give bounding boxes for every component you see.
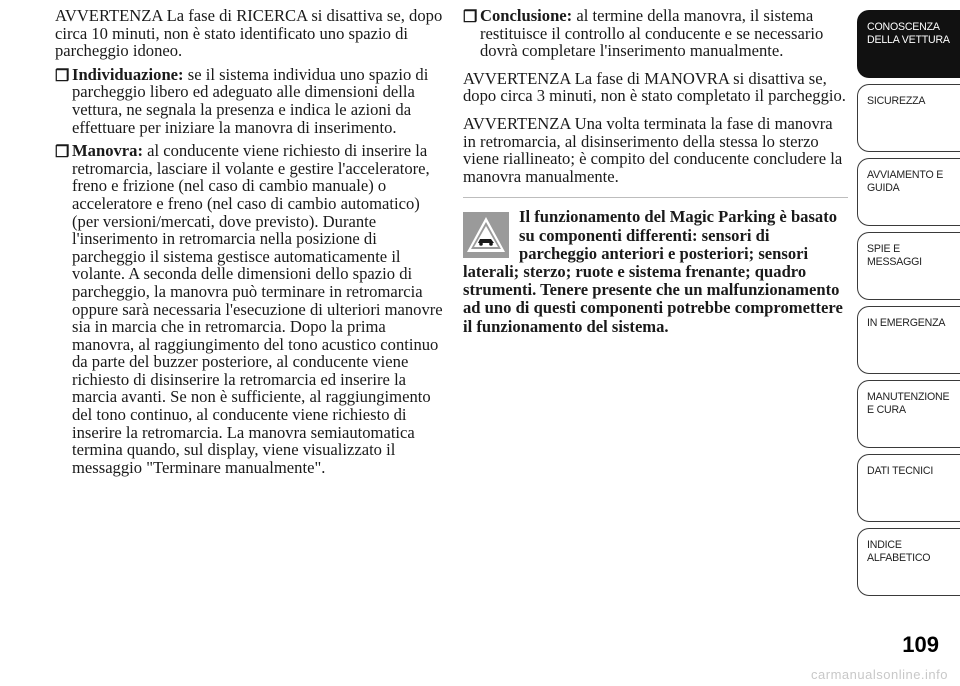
bullet-term: Conclusione: bbox=[480, 6, 573, 25]
left-column bbox=[55, 7, 445, 482]
steering-realign-warning: AVVERTENZA Una volta terminata la fase di manovra in retromarcia, al disinserimento della stessa lo sterzo viene riallineato; è compito del conducente concludere la manovra manualmente. bbox=[463, 113, 843, 186]
bullet-text: se il sistema individua uno spazio di parcheggio libero ed adeguato alle dimensioni della vettura, ne segnala la presenza e indica le azioni da effettuare per iniziare la manovra di inserimento. bbox=[72, 64, 429, 137]
bullet-glyph: ❒ bbox=[463, 9, 478, 26]
chapter-tab[interactable]: MANUTENZIONE E CURA bbox=[857, 380, 960, 448]
bullet-glyph: ❒ bbox=[55, 144, 70, 162]
watermark: carmanualsonline.info bbox=[811, 667, 948, 682]
bullet-glyph: ❒ bbox=[55, 67, 70, 85]
chapter-tab[interactable]: SPIE E MESSAGGI bbox=[857, 232, 960, 300]
chapter-tabs bbox=[857, 10, 960, 602]
manoeuvre-phase-warning: AVVERTENZA La fase di MANOVRA si disattiva se, dopo circa 3 minuti, non è stato completato il parcheggio. bbox=[463, 68, 846, 106]
bullet-text: al termine della manovra, il sistema restituisce il controllo al conducente e se necessario dovrà completare l'inserimento manualmente. bbox=[480, 6, 824, 61]
chapter-tab[interactable]: SICUREZZA bbox=[857, 84, 960, 152]
bullet-term: Manovra: bbox=[72, 141, 143, 161]
chapter-tab[interactable]: IN EMERGENZA bbox=[857, 306, 960, 374]
warning-triangle-car-icon bbox=[463, 212, 509, 258]
bullet-individuazione bbox=[55, 66, 445, 136]
section-divider bbox=[463, 197, 848, 198]
bullet-term: Individuazione: bbox=[72, 64, 184, 84]
magic-parking-warning bbox=[463, 208, 848, 335]
chapter-tab[interactable]: DATI TECNICI bbox=[857, 454, 960, 522]
search-phase-warning: AVVERTENZA La fase di RICERCA si disattiva se, dopo circa 10 minuti, non è stato identificato uno spazio di parcheggio idoneo. bbox=[55, 6, 443, 61]
bullet-text: al conducente viene richiesto di inserire la retromarcia, lasciare il volante e gestire l'acceleratore, freno e frizione (nel caso di cambio manuale) o acceleratore e freno (nel caso di cambio automatico) (per versioni/mercati, dove previsto). Durante l'inserimento in retromarcia nella posizione di parcheggio il sistema gestisce automaticamente il volante. A seconda delle dimensioni dello spazio di parcheggio, la manovra può terminare in retromarcia oppure sarà necessaria l'esecuzione di ulteriori manovre sia in marcia che in retromarcia. Dopo la prima manovra, al raggiungimento del tono acustico continuo da parte del buzzer posteriore, al conducente viene richiesto di disinserire la retromarcia ed inserire la marcia avanti. Se non è sufficiente, al raggiungimento del tono continuo, al conducente viene richiesto di inserire la retromarcia. La manovra semiautomatica termina quando, sul display, viene visualizzato il messaggio "Terminare manualmente". bbox=[72, 141, 443, 477]
chapter-tab[interactable]: CONOSCENZA DELLA VETTURA bbox=[857, 10, 960, 78]
chapter-tab[interactable]: INDICE ALFABETICO bbox=[857, 528, 960, 596]
warning-text: Il funzionamento del Magic Parking è basato su componenti differenti: sensori di parcheggio anteriori e posteriori; sensori laterali; sterzo; ruote e sistema frenante; quadro strumenti. Tenere presente che un malfunzionamento ad uno di questi componenti potrebbe compromettere il funzionamento del sistema. bbox=[463, 207, 843, 336]
bullet-conclusione bbox=[463, 7, 848, 60]
right-column bbox=[463, 7, 848, 336]
chapter-tab[interactable]: AVVIAMENTO E GUIDA bbox=[857, 158, 960, 226]
page-number: 109 bbox=[902, 632, 939, 657]
bullet-manovra bbox=[55, 142, 445, 476]
